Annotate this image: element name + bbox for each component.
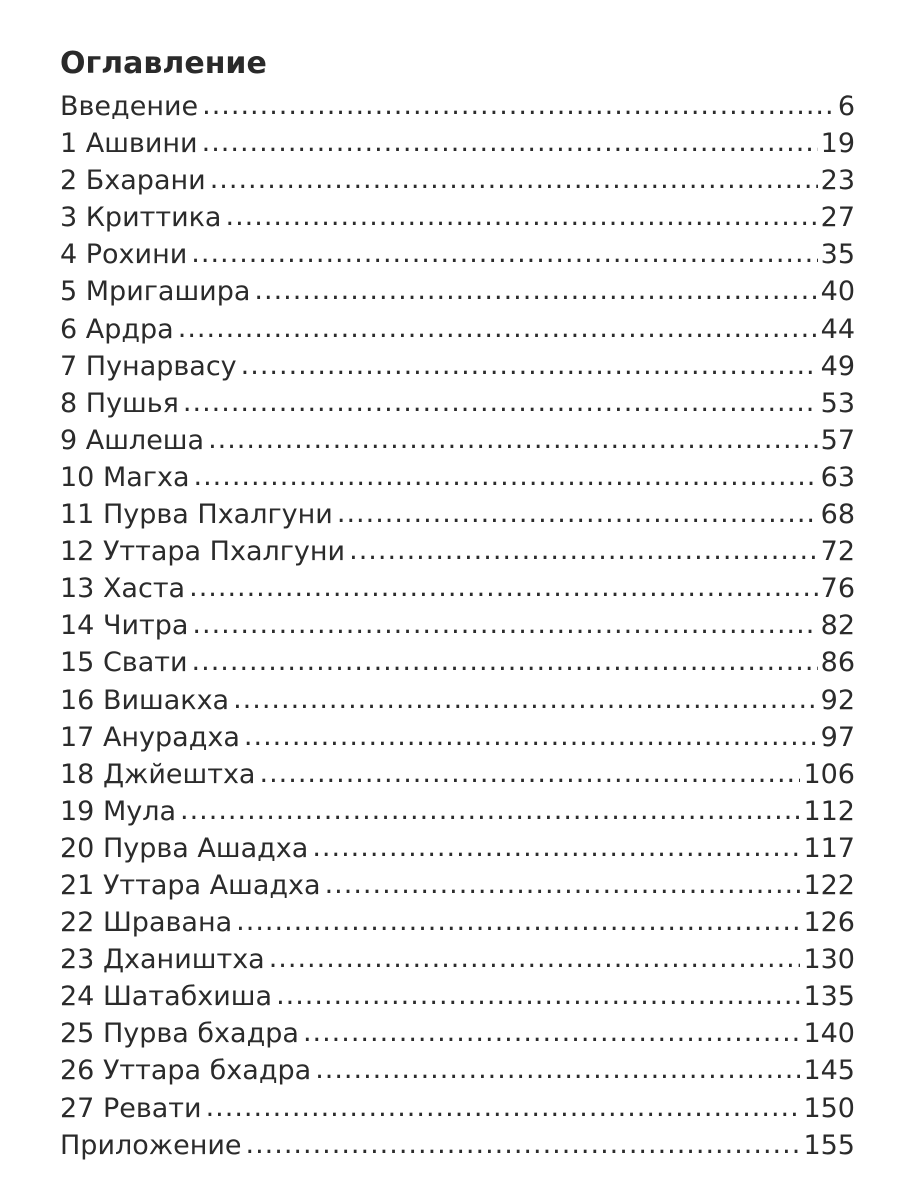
toc-entry-label: 21 Уттара Ашадха [60,869,321,901]
toc-entry-page-number: 72 [820,536,855,568]
toc-entry-page-number: 112 [803,795,855,827]
toc-heading: Оглавление [60,46,267,81]
toc-entry-page-number: 76 [820,573,855,605]
toc-entry-page-number: 140 [803,1018,855,1050]
toc-entry [60,199,855,236]
toc-entry-label: 19 Мула [60,795,177,827]
toc-entry [60,682,855,719]
toc-entry-page-number: 86 [820,647,855,679]
toc-entry-page-number: 49 [820,350,855,382]
toc-entry-label: Введение [60,91,199,122]
toc-entry-page-number: 63 [820,461,855,493]
toc-entry-label: 18 Джйештха [60,758,256,790]
toc-dot-leader [202,87,835,124]
toc-dot-leader [206,1089,801,1126]
toc-entry-label: 3 Криттика [60,202,222,234]
toc-entry-label: 7 Пунарвасу [60,350,237,382]
toc-entry-label: Приложение [60,1129,242,1161]
toc-dot-leader [202,124,818,161]
toc-dot-leader [194,458,818,495]
toc-entry [60,793,855,830]
toc-entry [60,459,855,496]
toc-entry [60,533,855,570]
toc-dot-leader [254,272,817,309]
toc-entry [60,273,855,310]
toc-dot-leader [246,1126,801,1163]
toc-dot-leader [192,606,817,643]
toc-entry [60,125,855,162]
toc-dot-leader [189,569,818,606]
toc-dot-leader [303,1014,801,1051]
toc-dot-leader [236,903,800,940]
toc-dot-leader [337,495,818,532]
toc-entry [60,496,855,533]
toc-entry-page-number: 126 [803,907,855,939]
toc-entry [60,867,855,904]
toc-entry-page-number: 27 [820,202,855,234]
toc-entry-page-number: 68 [820,499,855,531]
toc-dot-leader [244,718,818,755]
toc-entry [60,385,855,422]
toc-dot-leader [233,681,818,718]
toc-entry-page-number: 40 [820,276,855,308]
toc-dot-leader [259,755,800,792]
toc-entry-page-number: 23 [820,165,855,197]
toc-entry-label: 14 Читра [60,610,189,642]
toc-entry-page-number: 35 [820,239,855,271]
toc-entry-label: 16 Вишакха [60,684,230,716]
toc-entry [60,570,855,607]
toc-entry-label: 13 Хаста [60,573,186,605]
toc-entry [60,978,855,1015]
toc-entry-label: 12 Уттара Пхалгуни [60,536,346,568]
toc-entry-page-number: 117 [803,832,855,864]
toc-dot-leader [241,347,818,384]
toc-entry-page-number: 122 [803,869,855,901]
toc-entry-page-number: 6 [837,91,855,122]
toc-entry [60,941,855,978]
toc-dot-leader [325,866,801,903]
toc-entry-label: 27 Ревати [60,1092,202,1124]
toc-entry [60,162,855,199]
toc-entry-label: 2 Бхарани [60,165,206,197]
toc-entry-page-number: 92 [820,684,855,716]
toc-entry-page-number: 82 [820,610,855,642]
toc-list [60,88,855,1164]
toc-entry-label: 8 Пушья [60,387,179,419]
toc-dot-leader [191,235,817,272]
toc-entry-label: 26 Уттара бхадра [60,1055,312,1087]
toc-entry-label: 5 Мригашира [60,276,251,308]
toc-dot-leader [276,977,800,1014]
toc-entry-label: 17 Анурадха [60,721,240,753]
toc-entry-label: 22 Шравана [60,907,233,939]
toc-entry [60,1090,855,1127]
toc-entry-label: 1 Ашвини [60,128,198,160]
toc-entry-page-number: 150 [803,1092,855,1124]
toc-entry [60,1052,855,1089]
toc-entry-label: 6 Ардра [60,313,174,345]
toc-entry-label: 11 Пурва Пхалгуни [60,499,333,531]
toc-entry [60,607,855,644]
toc-entry [60,422,855,459]
toc-entry-page-number: 57 [820,424,855,456]
toc-entry [60,1127,855,1164]
toc-dot-leader [210,161,818,198]
toc-entry-page-number: 145 [803,1055,855,1087]
toc-entry-page-number: 135 [803,981,855,1013]
toc-entry-label: 9 Ашлеша [60,424,205,456]
toc-entry-page-number: 130 [803,944,855,976]
toc-dot-leader [225,198,817,235]
toc-dot-leader [192,643,818,680]
toc-dot-leader [180,792,800,829]
toc-entry-page-number: 44 [820,313,855,345]
toc-entry [60,904,855,941]
toc-entry-page-number: 19 [820,128,855,160]
toc-entry [60,644,855,681]
toc-entry-label: 25 Пурва бхадра [60,1018,299,1050]
toc-dot-leader [183,384,818,421]
toc-entry [60,311,855,348]
toc-entry [60,88,855,125]
toc-dot-leader [349,532,818,569]
toc-entry-page-number: 53 [820,387,855,419]
toc-entry-label: 10 Магха [60,461,190,493]
toc-entry-page-number: 106 [803,758,855,790]
table-of-contents [60,40,855,1164]
toc-entry [60,719,855,756]
toc-entry [60,830,855,867]
toc-entry-label: 23 Дхаништха [60,944,265,976]
toc-entry-page-number: 97 [820,721,855,753]
toc-dot-leader [312,829,800,866]
toc-dot-leader [178,310,818,347]
toc-dot-leader [269,940,801,977]
toc-entry-label: 24 Шатабхиша [60,981,273,1013]
toc-entry-label: 20 Пурва Ашадха [60,832,309,864]
toc-dot-leader [315,1051,800,1088]
toc-entry-page-number: 155 [803,1129,855,1161]
toc-entry-label: 4 Рохини [60,239,188,271]
toc-entry [60,348,855,385]
toc-entry [60,1015,855,1052]
toc-entry [60,236,855,273]
toc-entry [60,756,855,793]
toc-dot-leader [208,421,818,458]
toc-entry-label: 15 Свати [60,647,188,679]
